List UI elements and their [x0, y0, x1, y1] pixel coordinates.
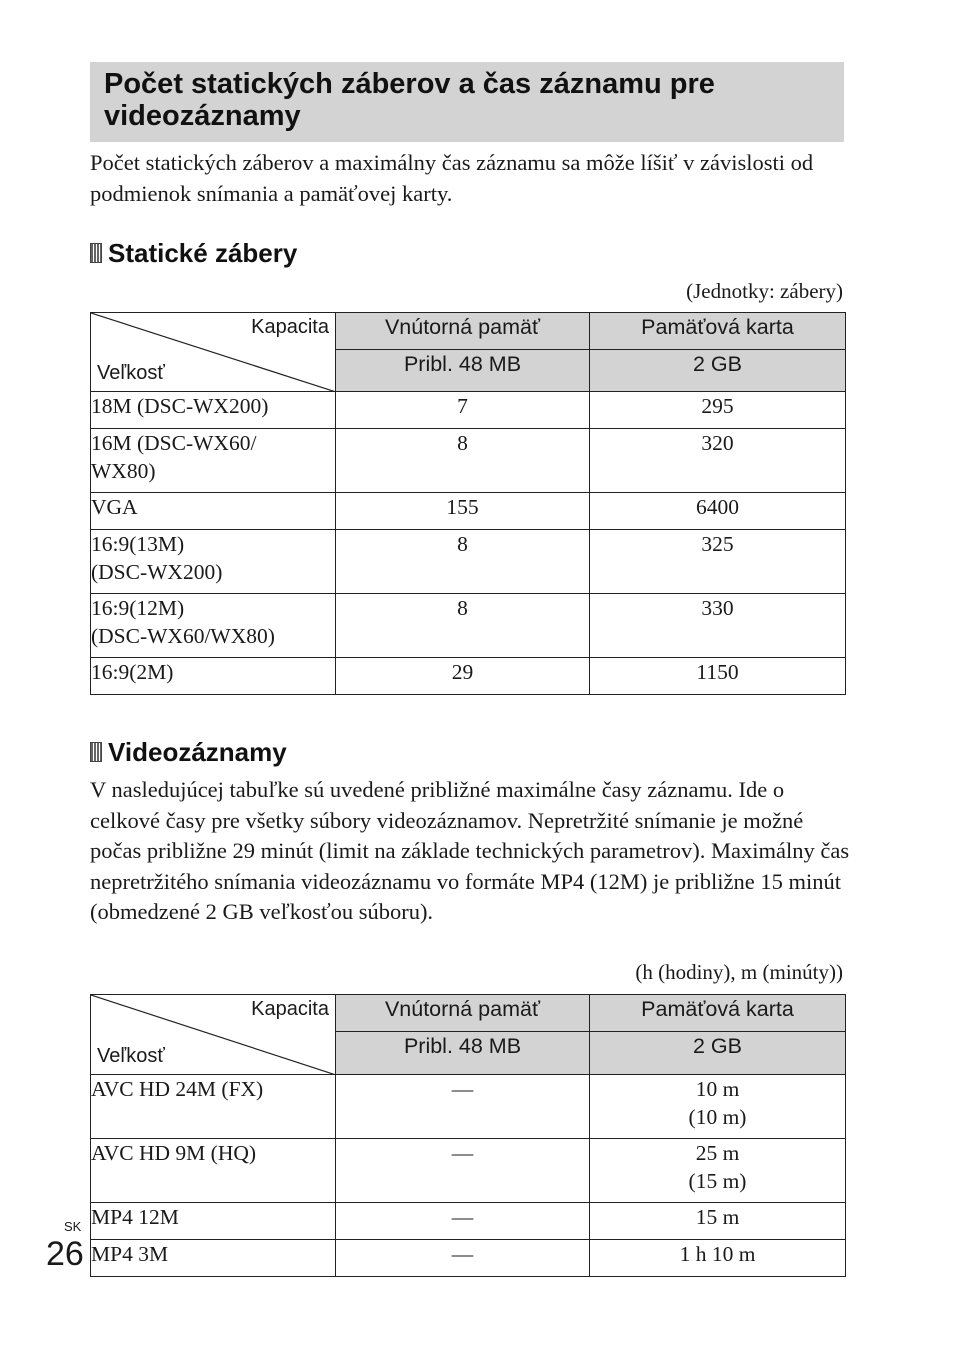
- memory-card-value: [590, 594, 846, 658]
- row-label: [91, 392, 336, 429]
- row-label-line: AVC HD 9M (HQ): [91, 1141, 257, 1165]
- row-label-line: 16:9(2M): [91, 660, 174, 684]
- memory-card-value-line: 1 h 10 m: [679, 1242, 756, 1266]
- table-row: [91, 1203, 846, 1240]
- internal-memory-value-line: 29: [451, 660, 474, 684]
- title-bar: [90, 62, 844, 142]
- internal-memory-header: Vnútorná pamäť: [336, 313, 590, 350]
- row-label: [91, 429, 336, 493]
- capacity-label: Kapacita: [251, 998, 329, 1020]
- internal-memory-value-line: —: [451, 1242, 474, 1266]
- memory-card-value-line: 295: [701, 394, 734, 418]
- memory-card-value: [590, 530, 846, 594]
- table-row: [91, 1240, 846, 1277]
- intro-text: Počet statických záberov a maximálny čas záznamu sa môže líšiť v závislosti od podmienok snímania a pamäťovej karty.: [90, 150, 814, 206]
- movie-text: V nasledujúcej tabuľke sú uvedené približné maximálne časy záznamu. Ide o celkové časy pre všetky súbory videozáznamov. Nepretržité snímanie je možné počas približne 29 minút (limit na základe technických parametrov). Maximálny čas nepretržitého snímania videozáznamu vo formáte MP4 (12M) je približne 15 minút (obmedzené 2 GB veľkosťou súboru).: [90, 777, 850, 924]
- row-label-line: 16M (DSC-WX60/: [91, 431, 257, 455]
- memory-card-value-line: (10 m): [688, 1105, 747, 1129]
- still-table: [90, 312, 846, 695]
- capacity-label: Kapacita: [251, 316, 329, 338]
- memory-card-value-line: 15 m: [695, 1205, 740, 1229]
- row-label: [91, 1240, 336, 1277]
- internal-memory-capacity: Pribl. 48 MB: [336, 350, 590, 392]
- internal-memory-value-line: 8: [457, 532, 468, 556]
- row-label-line: (DSC-WX60/WX80): [91, 624, 275, 648]
- memory-card-capacity: 2 GB: [590, 1032, 846, 1075]
- table-row: [91, 392, 846, 429]
- table-row: [91, 658, 846, 695]
- page-number: 26: [46, 1235, 84, 1273]
- memory-card-value-line: 1150: [696, 660, 739, 684]
- memory-card-value-line: 320: [701, 431, 734, 455]
- internal-memory-value: [336, 1203, 590, 1240]
- language-code: SK: [64, 1219, 82, 1234]
- memory-card-value-line: 6400: [696, 495, 739, 519]
- memory-card-header: Pamäťová karta: [590, 313, 846, 350]
- internal-memory-value-line: 7: [457, 394, 468, 418]
- internal-memory-value-line: —: [451, 1205, 474, 1229]
- internal-memory-value-line: 8: [457, 431, 468, 455]
- movie-heading: [90, 737, 287, 767]
- table-row: [91, 1139, 846, 1203]
- row-label: [91, 658, 336, 695]
- internal-memory-value: [336, 594, 590, 658]
- memory-card-value: [590, 392, 846, 429]
- internal-memory-value: [336, 658, 590, 695]
- internal-memory-value: [336, 1075, 590, 1139]
- size-label: Veľkosť: [97, 362, 165, 384]
- size-label: Veľkosť: [97, 1045, 165, 1067]
- table-row: [91, 493, 846, 530]
- memory-card-value-line: 10 m: [695, 1077, 740, 1101]
- row-label-line: AVC HD 24M (FX): [91, 1077, 264, 1101]
- row-label: [91, 1203, 336, 1240]
- row-label: [91, 493, 336, 530]
- internal-memory-value-line: 155: [446, 495, 479, 519]
- movie-units: (h (hodiny), m (minúty)): [635, 960, 843, 984]
- table-row: [91, 429, 846, 493]
- memory-card-value: [590, 1240, 846, 1277]
- memory-card-value: [590, 1075, 846, 1139]
- movie-heading-text: Videozáznamy: [108, 737, 287, 767]
- memory-card-value-line: 325: [701, 532, 734, 556]
- still-heading: [90, 238, 297, 268]
- internal-memory-value-line: —: [451, 1077, 474, 1101]
- internal-memory-value-line: —: [451, 1141, 474, 1165]
- row-label-line: MP4 12M: [91, 1205, 179, 1229]
- row-label-line: 16:9(12M): [91, 596, 185, 620]
- page-title: Počet statických záberov a čas záznamu pre videozáznamy: [104, 68, 715, 132]
- internal-memory-capacity: Pribl. 48 MB: [336, 1032, 590, 1075]
- memory-card-value-line: 330: [701, 596, 734, 620]
- internal-memory-value: [336, 1240, 590, 1277]
- memory-card-value: [590, 1139, 846, 1203]
- memory-card-value: [590, 658, 846, 695]
- memory-card-value-line: (15 m): [688, 1169, 747, 1193]
- row-label-line: WX80): [91, 459, 156, 483]
- row-label-line: 16:9(13M): [91, 532, 185, 556]
- row-label: [91, 594, 336, 658]
- row-label-line: MP4 3M: [91, 1242, 169, 1266]
- row-label-line: 18M (DSC-WX200): [91, 394, 269, 418]
- memory-card-value: [590, 493, 846, 530]
- memory-card-capacity: 2 GB: [590, 350, 846, 392]
- memory-card-value: [590, 1203, 846, 1240]
- header-corner-cell: [91, 995, 336, 1075]
- internal-memory-value-line: 8: [457, 596, 468, 620]
- still-heading-text: Statické zábery: [108, 238, 298, 268]
- row-label-line: (DSC-WX200): [91, 560, 223, 584]
- row-label-line: VGA: [91, 495, 138, 519]
- internal-memory-value: [336, 1139, 590, 1203]
- header-corner-cell: [91, 313, 336, 392]
- internal-memory-value: [336, 429, 590, 493]
- internal-memory-value: [336, 530, 590, 594]
- row-label: [91, 1139, 336, 1203]
- table-row: [91, 1075, 846, 1139]
- section-marker-icon: [90, 742, 102, 762]
- movie-table: [90, 994, 846, 1277]
- memory-card-value: [590, 429, 846, 493]
- table-row: [91, 530, 846, 594]
- internal-memory-header: Vnútorná pamäť: [336, 995, 590, 1032]
- row-label: [91, 1075, 336, 1139]
- section-marker-icon: [90, 243, 102, 263]
- internal-memory-value: [336, 493, 590, 530]
- memory-card-value-line: 25 m: [695, 1141, 740, 1165]
- still-units: (Jednotky: zábery): [686, 279, 843, 303]
- internal-memory-value: [336, 392, 590, 429]
- table-row: [91, 594, 846, 658]
- memory-card-header: Pamäťová karta: [590, 995, 846, 1032]
- row-label: [91, 530, 336, 594]
